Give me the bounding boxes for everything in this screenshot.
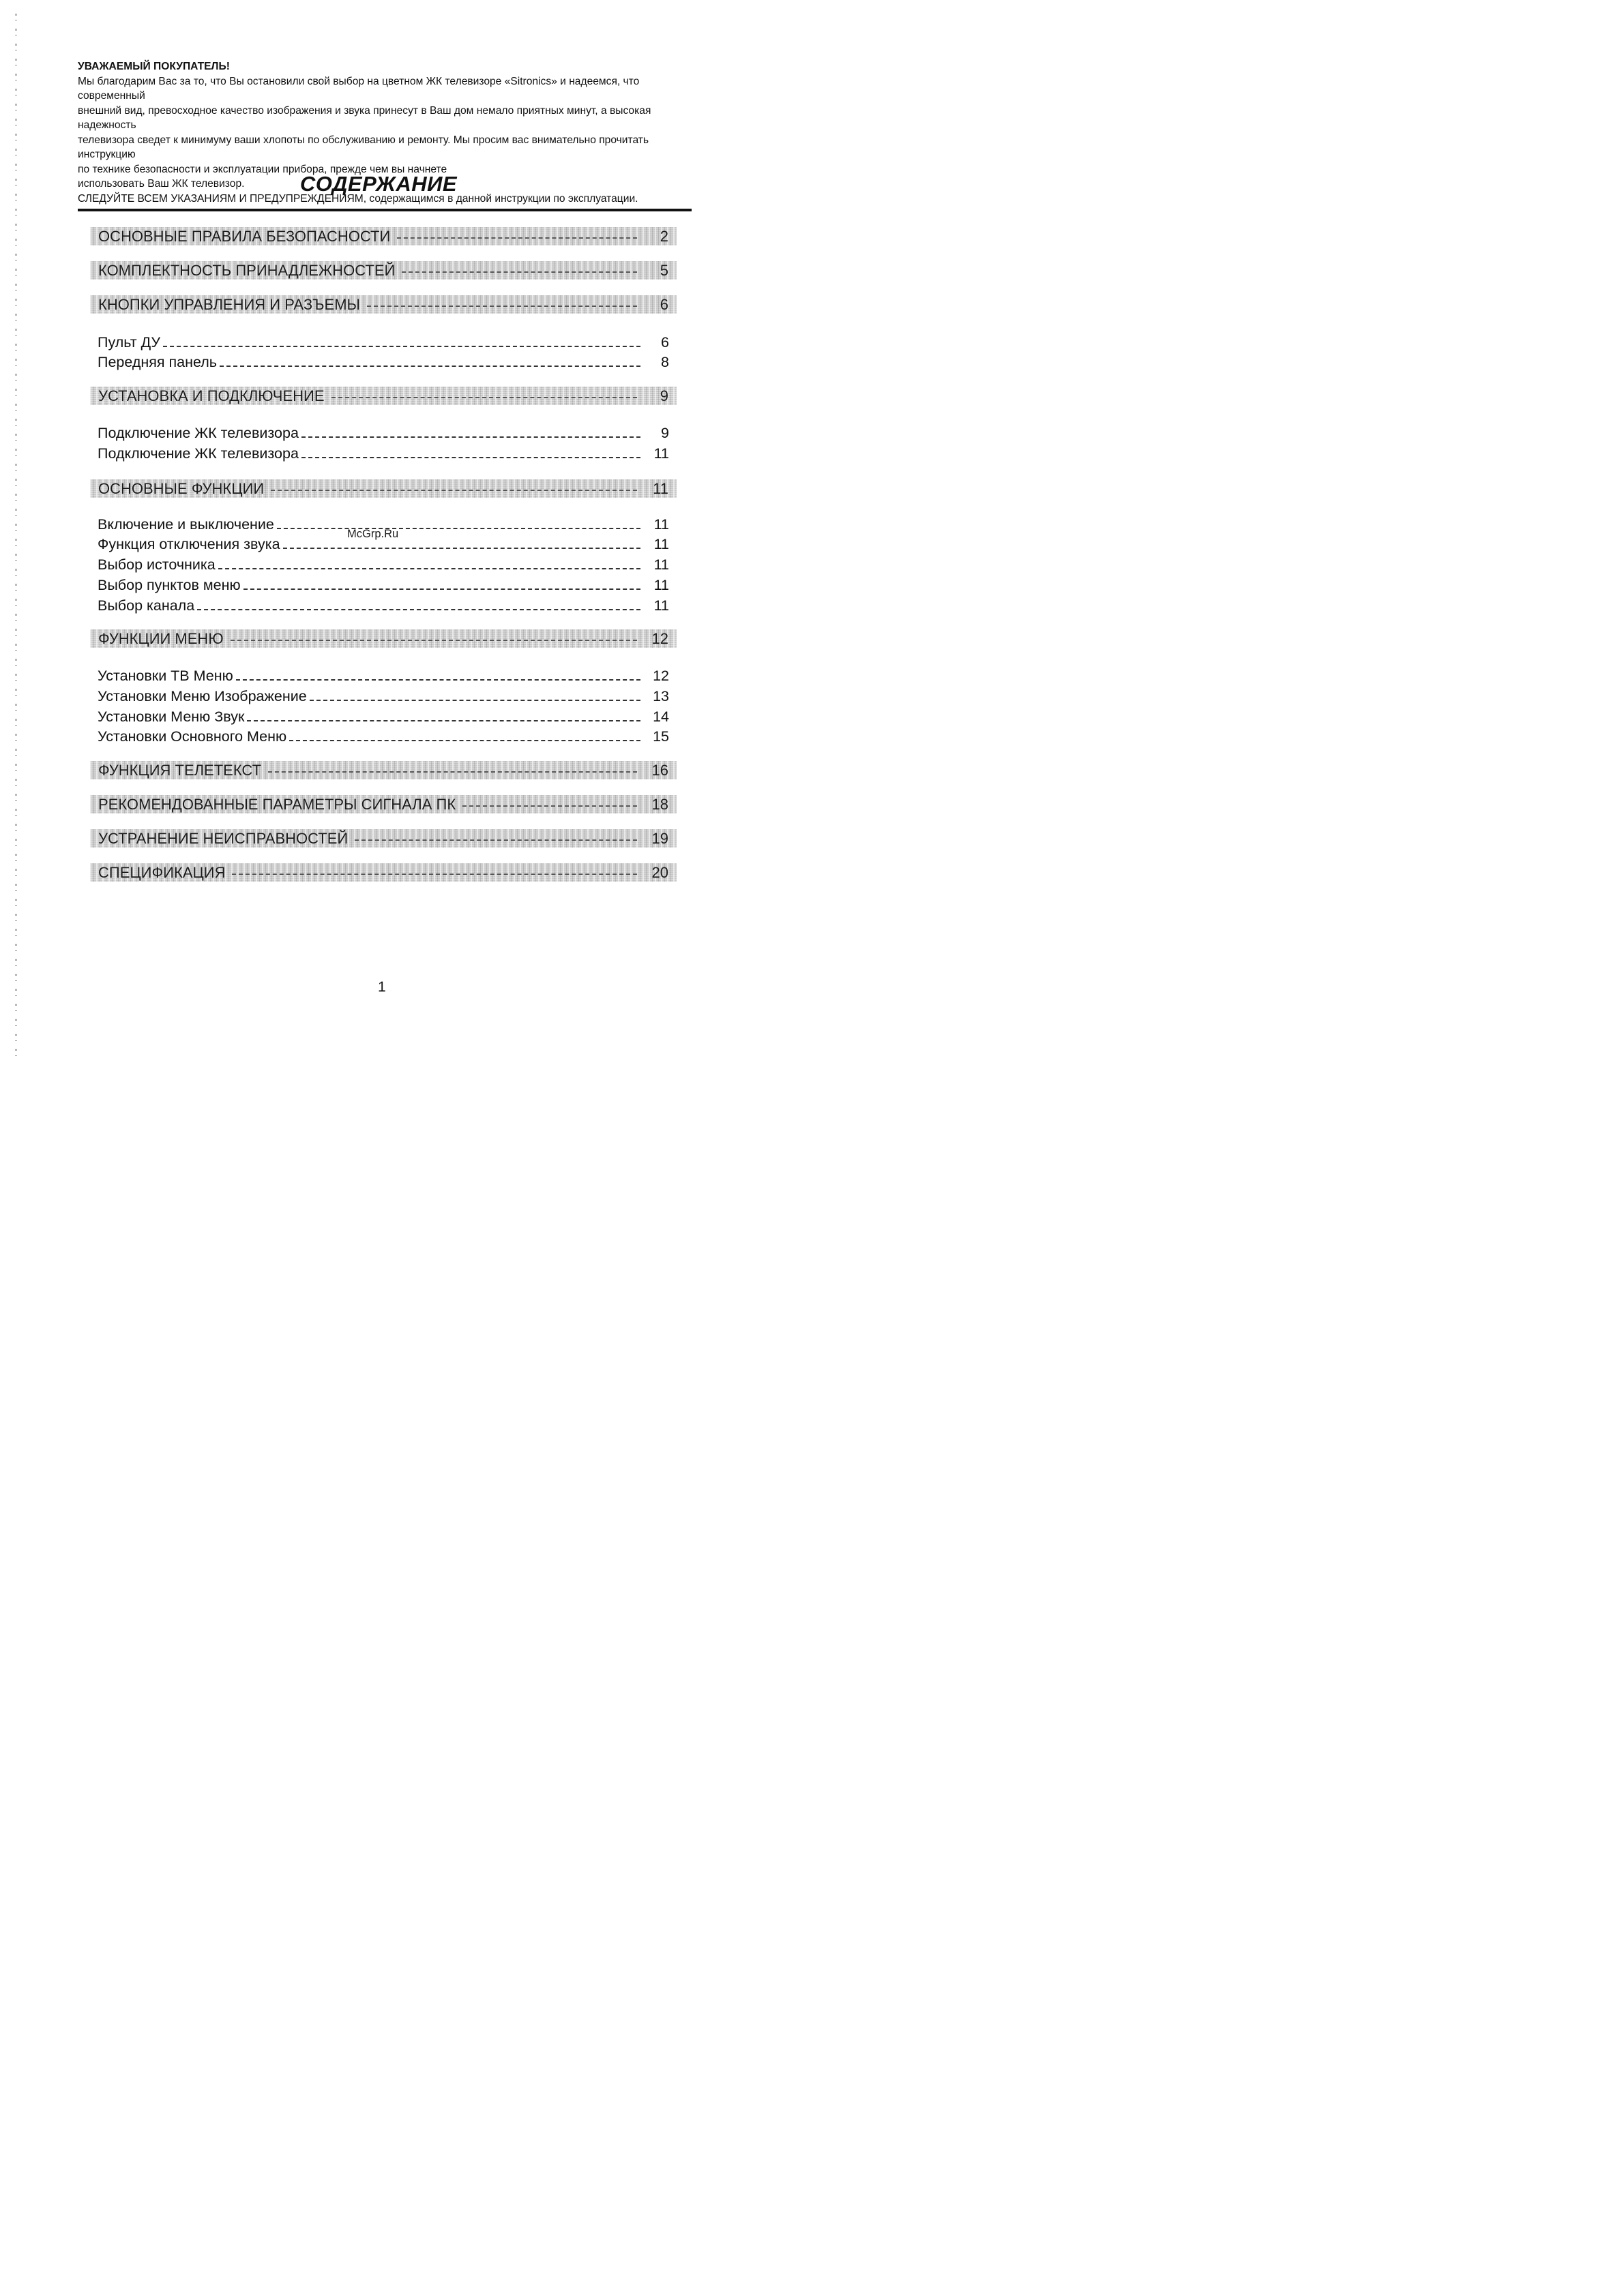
toc-section: [90, 227, 677, 245]
toc-label: ФУНКЦИИ МЕНЮ: [98, 629, 224, 647]
toc-label: ОСНОВНЫЕ ФУНКЦИИ: [98, 479, 265, 497]
toc-label: ФУНКЦИЯ ТЕЛЕТЕКСТ: [98, 761, 262, 779]
toc-label: УСТАНОВКА И ПОДКЛЮЧЕНИЕ: [98, 387, 325, 404]
toc-page-number: 14: [653, 709, 669, 725]
toc-entry: [98, 423, 669, 442]
toc-section: [90, 829, 677, 848]
toc-label: Подключение ЖК телевизора: [98, 445, 299, 462]
toc-page-number: 12: [651, 629, 668, 647]
toc-section: [90, 629, 677, 648]
toc-label: Пульт ДУ: [98, 334, 161, 351]
toc-page-number: 6: [661, 334, 669, 351]
toc-label: Включение и выключение: [98, 516, 274, 533]
toc-page-number: 13: [653, 688, 669, 704]
toc-section: [90, 261, 677, 280]
toc-title: СОДЕРЖАНИЕ: [299, 172, 458, 196]
toc-entry: [98, 352, 669, 371]
intro-line: телевизора сведет к минимуму ваши хлопоты по обслуживанию и ремонту. Мы просим вас внимательно прочитать инструкцию: [78, 134, 649, 160]
toc-label: Установки Основного Меню: [98, 728, 287, 745]
title-divider: [78, 209, 692, 211]
toc-section: [90, 479, 677, 498]
toc-section: [90, 761, 677, 779]
scan-edge: [15, 14, 17, 1064]
toc-leader: [236, 679, 640, 681]
toc-leader: [163, 346, 640, 347]
toc-entry: [98, 554, 669, 573]
toc-leader: [220, 366, 640, 367]
greeting-heading: УВАЖАЕМЫЙ ПОКУПАТЕЛЬ!: [78, 61, 230, 72]
toc-label: Функция отключения звука: [98, 536, 280, 552]
toc-page-number: 11: [653, 445, 669, 462]
toc-leader: [232, 874, 637, 875]
toc-entry: [98, 332, 669, 351]
toc-entry: [98, 595, 669, 614]
toc-entry: [98, 575, 669, 594]
toc-leader: [197, 609, 640, 610]
toc-label: Подключение ЖК телевизора: [98, 425, 299, 441]
toc-leader: [397, 237, 637, 239]
toc-leader: [218, 568, 640, 569]
toc-label: Установки Меню Звук: [98, 709, 245, 725]
toc-page-number: 11: [653, 516, 669, 533]
toc-leader: [243, 588, 640, 590]
toc-page-number: 8: [661, 354, 669, 370]
toc-label: КОМПЛЕКТНОСТЬ ПРИНАДЛЕЖНОСТЕЙ: [98, 261, 396, 279]
toc-page-number: 11: [653, 536, 669, 552]
intro-line: по технике безопасности и эксплуатации прибора, прежде чем вы начнете: [78, 163, 447, 175]
toc-page-number: 9: [661, 425, 669, 441]
intro-line: использовать Ваш ЖК телевизор.: [78, 178, 245, 190]
toc-label: Передняя панель: [98, 354, 217, 370]
toc-page-number: 19: [651, 829, 668, 847]
toc-page-number: 11: [653, 479, 668, 497]
toc-leader: [231, 640, 637, 641]
toc-leader: [310, 700, 640, 701]
toc-page-number: 2: [660, 227, 668, 245]
toc-entry: [98, 706, 669, 726]
toc-leader: [283, 548, 640, 549]
toc-leader: [462, 805, 637, 807]
toc-label: УСТРАНЕНИЕ НЕИСПРАВНОСТЕЙ: [98, 829, 349, 847]
toc-label: Установки ТВ Меню: [98, 668, 233, 684]
toc-entry: [98, 666, 669, 685]
toc-leader: [289, 740, 640, 741]
toc-page-number: 11: [653, 577, 669, 593]
toc-page-number: 11: [653, 597, 669, 614]
toc-entry: [98, 443, 669, 462]
toc-entry: [98, 686, 669, 705]
toc-page-number: 20: [651, 863, 668, 881]
intro-line: СЛЕДУЙТЕ ВСЕМ УКАЗАНИЯМ И ПРЕДУПРЕЖДЕНИЯМ, содержащимся в данной инструкции по эксплуатации.: [78, 192, 638, 205]
toc-label: СПЕЦИФИКАЦИЯ: [98, 863, 226, 881]
toc-label: ОСНОВНЫЕ ПРАВИЛА БЕЗОПАСНОСТИ: [98, 227, 391, 245]
toc-leader: [277, 528, 640, 529]
toc-label: Выбор канала: [98, 597, 195, 614]
toc-page-number: 6: [660, 295, 668, 313]
toc-entry: [98, 726, 669, 745]
toc-page-number: 12: [653, 668, 669, 684]
toc-page-number: 16: [651, 761, 668, 779]
page-number: 1: [378, 979, 386, 995]
toc-leader: [301, 457, 640, 458]
toc-leader: [331, 397, 637, 398]
toc-section: [90, 795, 677, 814]
toc-page-number: 5: [660, 261, 668, 279]
toc-section: [90, 387, 677, 405]
intro-line: внешний вид, превосходное качество изображения и звука принесут в Ваш дом немало приятных минут, а высокая надежность: [78, 104, 651, 131]
toc-section: [90, 295, 677, 314]
toc-label: КНОПКИ УПРАВЛЕНИЯ И РАЗЪЕМЫ: [98, 295, 361, 313]
watermark: McGrp.Ru: [347, 528, 399, 540]
toc-leader: [355, 839, 637, 841]
toc-section: [90, 863, 677, 882]
toc-page-number: 9: [660, 387, 668, 404]
intro-line: Мы благодарим Вас за то, что Вы остановили свой выбор на цветном ЖК телевизоре «Sitronics» и надеемся, что современный: [78, 75, 640, 102]
toc-page-number: 15: [653, 728, 669, 745]
toc-label: Выбор источника: [98, 556, 216, 573]
toc-leader: [402, 271, 637, 273]
toc-leader: [247, 720, 640, 721]
toc-page-number: 11: [653, 556, 669, 573]
toc-label: Выбор пунктов меню: [98, 577, 241, 593]
toc-leader: [367, 305, 637, 307]
toc-label: Установки Меню Изображение: [98, 688, 307, 704]
toc-leader: [268, 771, 637, 773]
toc-leader: [301, 436, 640, 438]
toc-page-number: 18: [651, 795, 668, 813]
toc-label: РЕКОМЕНДОВАННЫЕ ПАРАМЕТРЫ СИГНАЛА ПК: [98, 795, 456, 813]
toc-leader: [271, 490, 637, 491]
